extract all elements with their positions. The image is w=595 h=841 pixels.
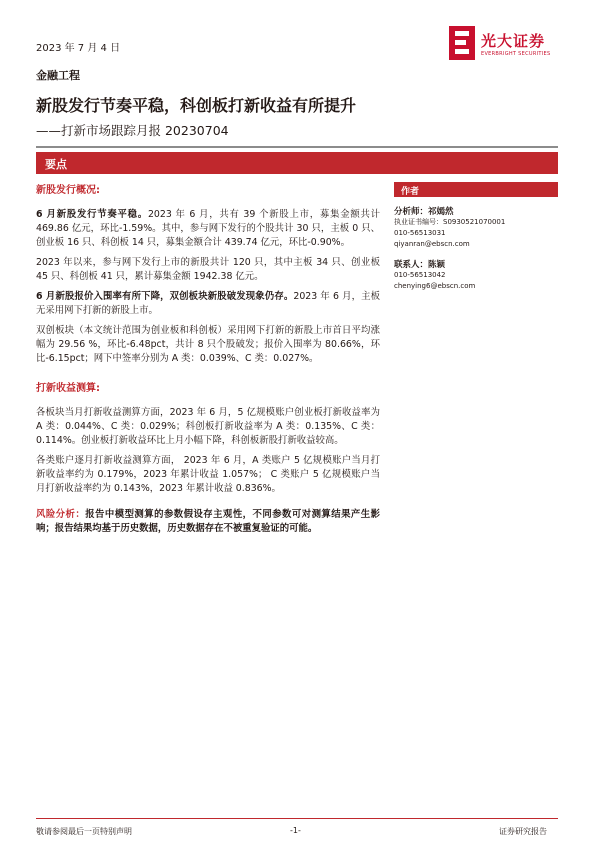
footer-divider — [36, 818, 558, 819]
author-panel — [394, 182, 558, 292]
summary-label: 要点 — [45, 158, 67, 171]
summary-header-bar — [36, 152, 558, 174]
paragraph — [36, 406, 380, 448]
main-content — [36, 184, 380, 536]
paragraph-text: 2023 年 6 月，主板无采用网下打新的新股上市。 — [36, 291, 381, 316]
logo-chinese-text: 光大证券 — [481, 32, 546, 50]
paragraph — [36, 256, 380, 284]
author-header-bar — [394, 182, 558, 197]
section-heading-returns: 打新收益测算: — [36, 383, 100, 394]
paragraph-lead: 6 月新股报价入围率有所下降，双创板块新股破发现象仍存。 — [36, 291, 294, 302]
paragraph-text: 各板块当月打新收益测算方面，2023 年 6 月，5 亿规模账户创业板打新收益率为 A 类：0.044%、C 类：0.029%；科创板打新收益率为 A 类：0.135%、C 类：0.114%。创业板打新收益环比上月小幅下降，科创板新股打新收益较高。 — [36, 407, 380, 446]
contact-name: 联系人：陈颖 — [394, 260, 446, 270]
analyst-name: 分析师：祁嫣然 — [394, 207, 454, 217]
paragraph — [36, 208, 380, 250]
report-category: 金融工程 — [36, 69, 80, 82]
author-label: 作者 — [401, 187, 420, 197]
footer-disclaimer-link[interactable]: 敬请参阅最后一页特别声明 — [36, 827, 132, 836]
paragraph-text: 双创板块（本文统计范围为创业板和科创板）采用网下打新的新股上市首日平均涨幅为 29.56 %，环比-6.48pct，共计 8 只个股破发；报价入围率为 80.66%，环比-6.15pct；网下中签率分别为 A 类：0.039%、C 类：0.027%。 — [36, 325, 380, 364]
risk-paragraph — [36, 508, 380, 536]
analyst-certificate: 执业证书编号：S0930521070001 — [394, 218, 506, 226]
company-logo — [449, 26, 569, 62]
risk-text: 报告中模型测算的参数假设存主观性，不同参数可对测算结果产生影响；报告结果均基于历史数据，历史数据存在不被重复验证的可能。 — [36, 509, 380, 534]
paragraph — [36, 290, 380, 318]
paragraph — [36, 324, 380, 366]
paragraph-lead: 6 月新股发行节奏平稳。 — [36, 209, 148, 220]
paragraph — [36, 454, 380, 496]
paragraph-text: 2023 年以来，参与网下发行上市的新股共计 120 只，其中主板 34 只、创业板 45 只、科创板 41 只，累计募集金额 1942.38 亿元。 — [36, 257, 380, 282]
analyst-email[interactable]: qiyanran@ebscn.com — [394, 240, 470, 248]
section-heading-ipo: 新股发行概况: — [36, 185, 100, 196]
title-divider — [36, 146, 558, 148]
report-subtitle: ——打新市场跟踪月报 20230704 — [36, 123, 229, 138]
everbright-logo-icon — [449, 26, 475, 60]
report-title: 新股发行节奏平稳，科创板打新收益有所提升 — [36, 96, 357, 115]
footer-report-type: 证券研究报告 — [499, 827, 547, 836]
logo-english-text: EVERBRIGHT SECURITIES — [481, 51, 551, 57]
paragraph-text: 2023 年 6 月，共有 39 个新股上市，募集金额共计 469.86 亿元，环比-1.59%。其中，参与网下发行的个股共计 30 只，主板 0 只、创业板 16 只、科创板 14 只，募集金额合计 439.74 亿元，环比-0.90%。 — [36, 209, 380, 248]
contact-email[interactable]: chenying6@ebscn.com — [394, 282, 476, 290]
report-date: 2023 年 7 月 4 日 — [36, 43, 121, 54]
contact-phone: 010-56513042 — [394, 271, 446, 279]
analyst-phone: 010-56513031 — [394, 229, 446, 237]
risk-label: 风险分析： — [36, 509, 86, 520]
page-number: -1- — [290, 826, 301, 835]
paragraph-text: 各类账户逐月打新收益测算方面， 2023 年 6 月，A 类账户 5 亿规模账户当月打新收益率约为 0.179%，2023 年累计收益 1.057%； C 类账户 5 亿规模账户当月打新收益率约为 0.143%，2023 年累计收益 0.836%。 — [36, 455, 380, 494]
